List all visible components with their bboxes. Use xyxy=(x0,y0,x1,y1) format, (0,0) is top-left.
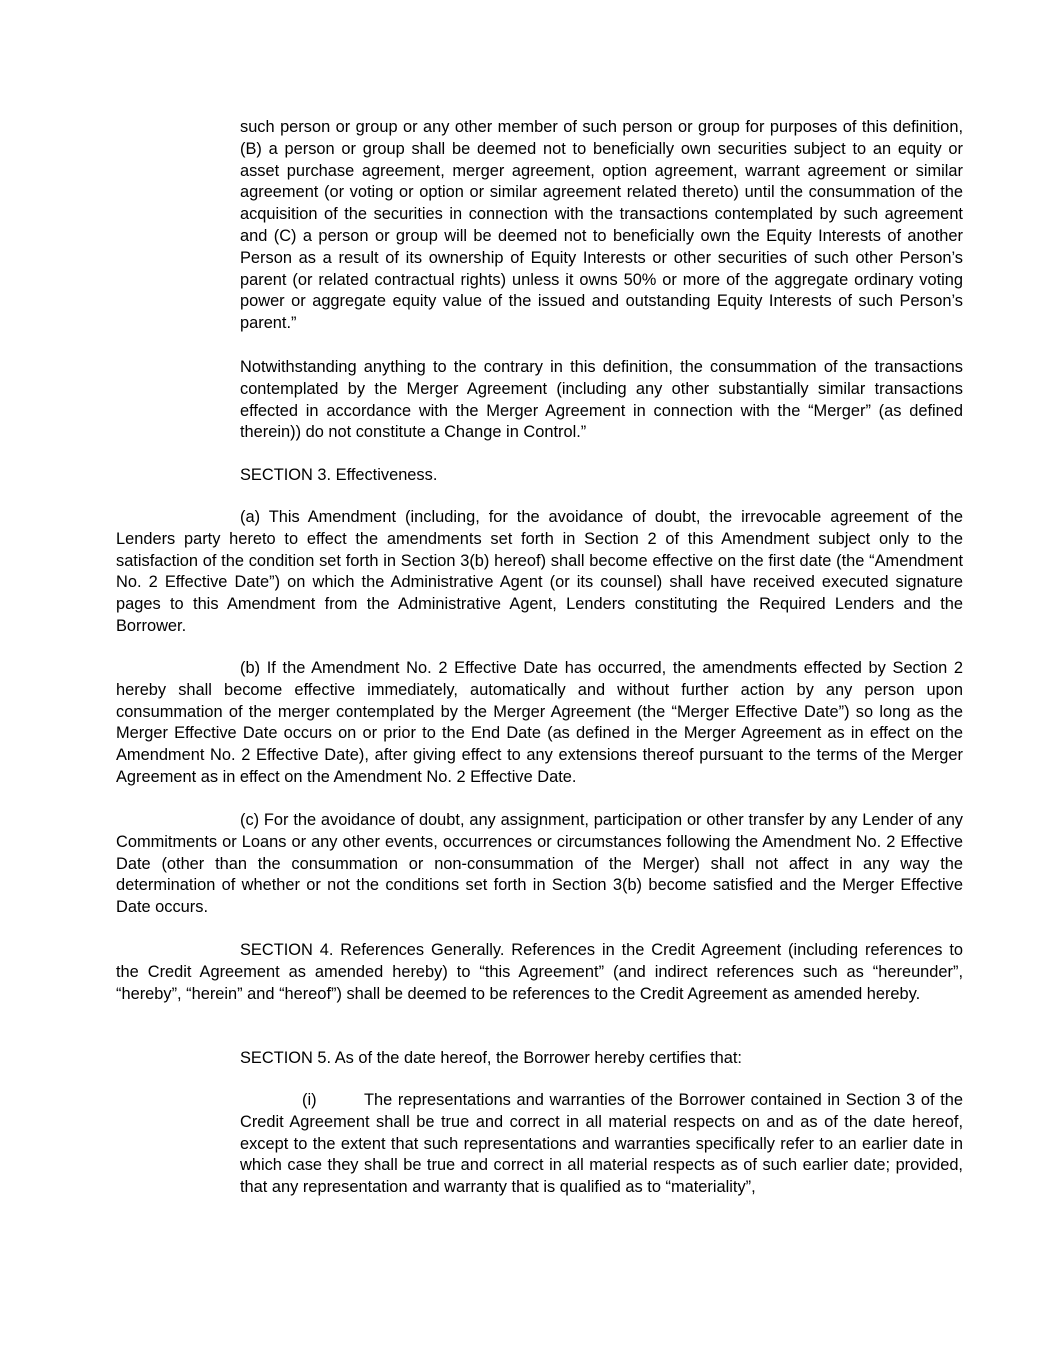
section-5-heading: SECTION 5. As of the date hereof, the Borrower hereby certifies that: xyxy=(240,1049,742,1067)
definition-continuation-paragraph: such person or group or any other member of such person or group for purposes of this definition, (B) a person or group shall be deemed not to beneficially own securities subject to an equity or asset purchase agreement, merger agreement, option agreement, warrant agreement or similar agreement (or voting or option or similar agreement related thereto) until the consummation of the acquisition of the securities in connection with the transactions contemplated by such agreement and (C) a person or group will be deemed not to beneficially own the Equity Interests of another Person as a result of its ownership of Equity Interests or other securities of such other Person’s parent (or related contractual rights) unless it owns 50% or more of the aggregate ordinary voting power or aggregate equity value of the issued and outstanding Equity Interests of such Person’s parent.” xyxy=(240,118,963,333)
section-5-item-i xyxy=(240,1090,963,1199)
item-i-label: (i) xyxy=(302,1091,317,1109)
change-in-control-paragraph: Notwithstanding anything to the contrary in this definition, the consummation of the transactions contemplated by the Merger Agreement (including any other substantially similar transactions effected in accordance with the Merger Agreement in connection with the “Merger” (as defined therein)) do not constitute a Change in Control.” xyxy=(240,358,963,442)
section-3c-paragraph: (c) For the avoidance of doubt, any assignment, participation or other transfer by any Lender of any Commitments or Loans or any other events, occurrences or circumstances following the Amendment No. 2 Effective Date (other than the consummation or non-consummation of the Merger) shall not affect in any way the determination of whether or not the conditions set forth in Section 3(b) become satisfied and the Merger Effective Date occurs. xyxy=(116,811,963,917)
section-3a-paragraph: (a) This Amendment (including, for the avoidance of doubt, the irrevocable agreement of the Lenders party hereto to effect the amendments set forth in Section 2 of this Amendment subject only to the satisfaction of the condition set forth in Section 3(b) hereof) shall become effective on the first date (the “Amendment No. 2 Effective Date”) on which the Administrative Agent (or its counsel) shall have received executed signature pages to this Amendment from the Administrative Agent, Lenders constituting the Required Lenders and the Borrower. xyxy=(116,508,963,635)
section-4-paragraph: SECTION 4. References Generally. References in the Credit Agreement (including references to the Credit Agreement as amended hereby) to “this Agreement” (and indirect references such as “hereunder”, “hereby”, “herein” and “hereof”) shall be deemed to be references to the Credit Agreement as amended hereby. xyxy=(116,941,963,1003)
section-3-heading: SECTION 3. Effectiveness. xyxy=(240,466,438,484)
section-3b-paragraph: (b) If the Amendment No. 2 Effective Date has occurred, the amendments effected by Section 2 hereby shall become effective immediately, automatically and without further action by any person upon consummation of the merger contemplated by the Merger Agreement (the “Merger Effective Date”) so long as the Merger Effective Date occurs on or prior to the End Date (as defined in the Merger Agreement as in effect on the Amendment No. 2 Effective Date), after giving effect to any extensions thereof pursuant to the terms of the Merger Agreement as in effect on the Amendment No. 2 Effective Date. xyxy=(116,659,963,786)
item-i-text: The representations and warranties of the Borrower contained in Section 3 of the Credit Agreement shall be true and correct in all material respects on and as of the date hereof, except to the extent that such representations and warranties specifically refer to an earlier date in which case they shall be true and correct in all material respects as of such earlier date; provided, that any representation and warranty that is qualified as to “materiality”, xyxy=(240,1091,963,1197)
